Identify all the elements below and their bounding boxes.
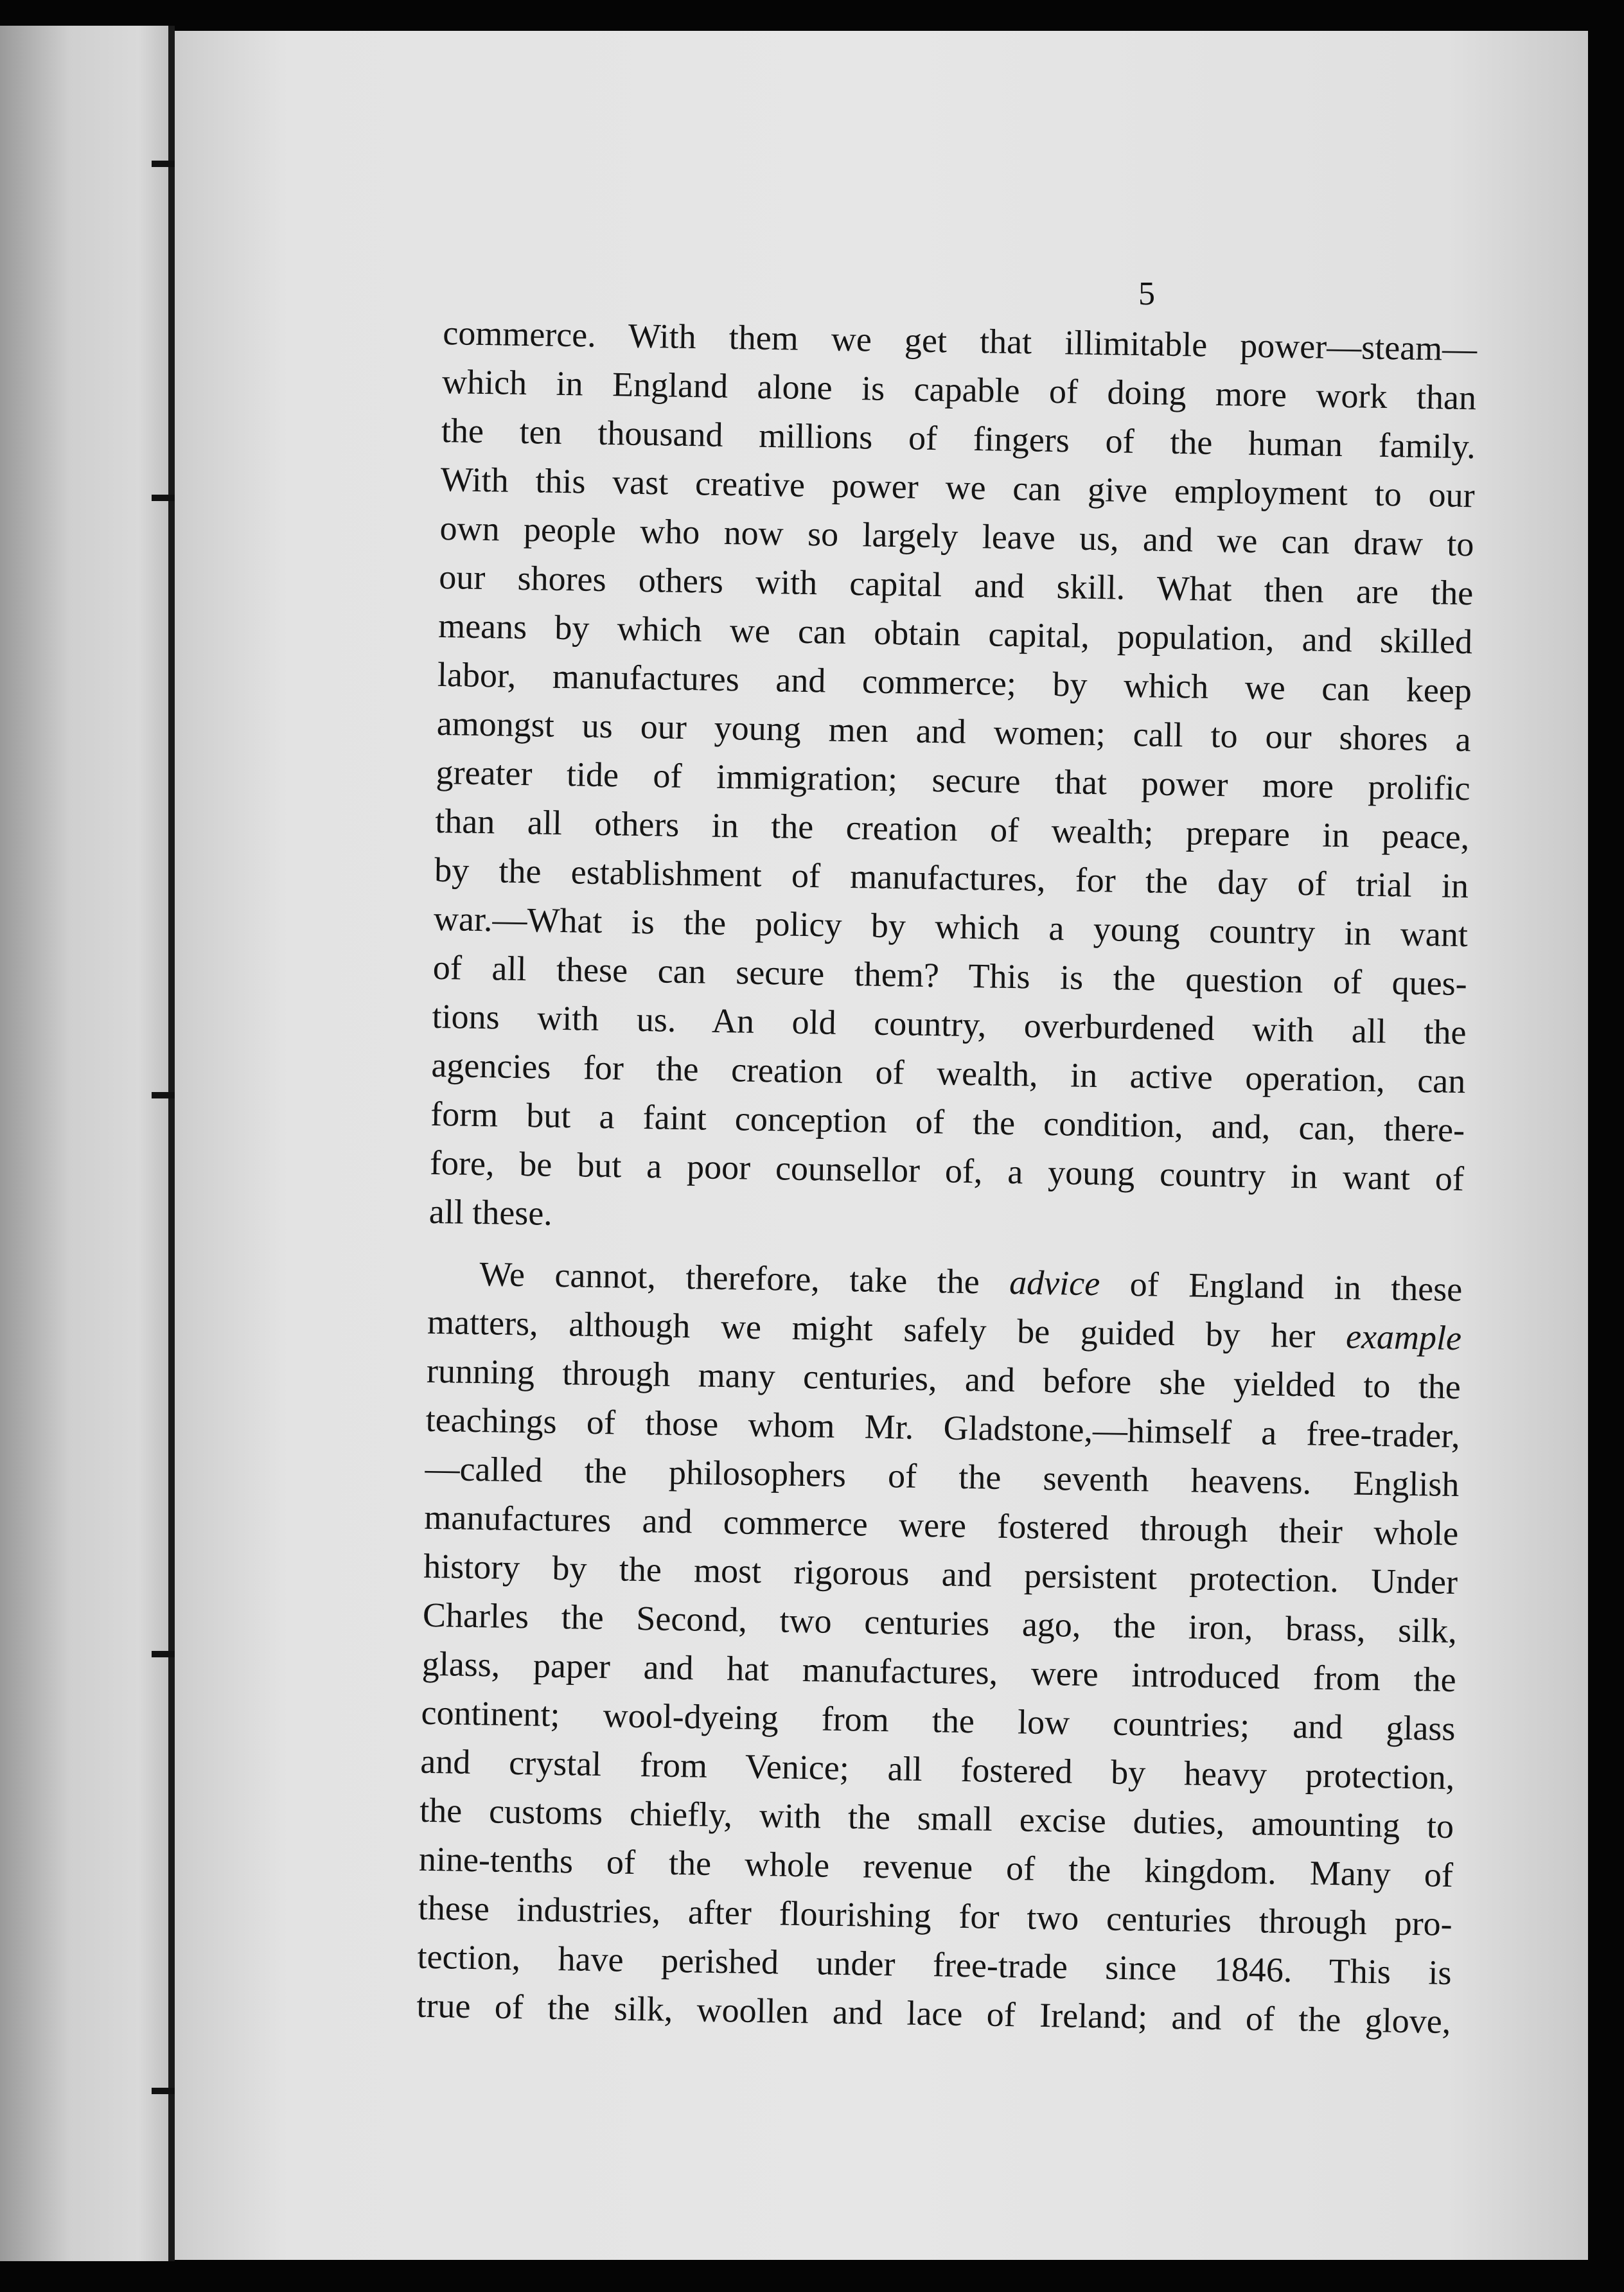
text-line: manufactures and commerce were fostered through their whole: [423, 1497, 1459, 1553]
text-line: our shores others with capital and skill. What then are the: [438, 557, 1474, 613]
italic-word: advice: [1009, 1263, 1100, 1303]
text-line: these industries, after flourishing for two centuries through pro-: [418, 1888, 1453, 1943]
text-line: form but a faint conception of the condition, and, can, there-: [430, 1094, 1465, 1150]
paragraph-2: [416, 1249, 1463, 2046]
text-line: agencies for the creation of wealth, in active operation, can: [431, 1045, 1466, 1101]
text-line: glass, paper and hat manufactures, were introduced from the: [421, 1644, 1457, 1700]
text-line: means by which we can obtain capital, population, and skilled: [437, 606, 1473, 662]
text-line: the customs chiefly, with the small excise duties, amounting to: [419, 1790, 1454, 1846]
text-line: history by the most rigorous and persistent protection. Under: [423, 1546, 1458, 1602]
text-line: labor, manufactures and commerce; by which we can keep: [437, 655, 1472, 710]
text-line: teachings of those whom Mr. Gladstone,—himself a free-trader,: [425, 1400, 1461, 1456]
text-line: own people who now so largely leave us, and we can draw to: [439, 508, 1474, 564]
text-line: true of the silk, woollen and lace of Ireland; and of the glove,: [416, 1986, 1451, 2041]
text-line: With this vast creative power we can give employment to our: [440, 459, 1476, 515]
body-text: [416, 308, 1478, 2046]
text-line: the ten thousand millions of fingers of the human family.: [441, 410, 1476, 466]
text-line: war.—What is the policy by which a young country in want: [433, 899, 1469, 955]
text-run: of England in these: [1099, 1264, 1463, 1309]
binding-gutter: [168, 26, 175, 2261]
text-line: tection, have perished under free-trade since 1846. This is: [417, 1937, 1452, 1992]
text-run: matters, although we might safely be guided by her: [427, 1302, 1346, 1356]
text-line: Charles the Second, two centuries ago, the iron, brass, silk,: [422, 1595, 1458, 1651]
text-line: all these.: [428, 1192, 553, 1233]
text-line: —called the philosophers of the seventh heavens. English: [425, 1449, 1460, 1504]
text-line: by the establishment of manufactures, for the day of trial in: [434, 850, 1469, 906]
facing-page-edge: [0, 26, 173, 2261]
text-line: greater tide of immigration; secure that power more prolific: [436, 752, 1470, 808]
text-line: nine-tenths of the whole revenue of the kingdom. Many of: [418, 1839, 1454, 1894]
italic-word: example: [1345, 1317, 1462, 1358]
text-run: We cannot, therefore, take the: [479, 1255, 1010, 1302]
text-line: amongst us our young men and women; call to our shores a: [436, 703, 1472, 759]
text-line: commerce. With them we get that illimitable power—steam—: [442, 313, 1478, 369]
paragraph-1: [428, 308, 1477, 1252]
text-line: tions with us. An old country, overburdened with all the: [432, 996, 1467, 1052]
text-line: and crystal from Venice; all fostered by heavy protection,: [419, 1741, 1455, 1797]
text-line: running through many centuries, and before she yielded to the: [426, 1351, 1461, 1407]
page-number: 5: [1138, 276, 1155, 312]
text-line: of all these can secure them? This is the question of ques-: [432, 948, 1468, 1003]
text-line: than all others in the creation of wealth; prepare in peace,: [434, 801, 1470, 857]
text-line: which in England alone is capable of doing more work than: [441, 362, 1477, 418]
text-line: continent; wool-dyeing from the low countries; and glass: [421, 1693, 1456, 1749]
text-line: fore, be but a poor counsellor of, a young country in want of: [429, 1143, 1465, 1199]
